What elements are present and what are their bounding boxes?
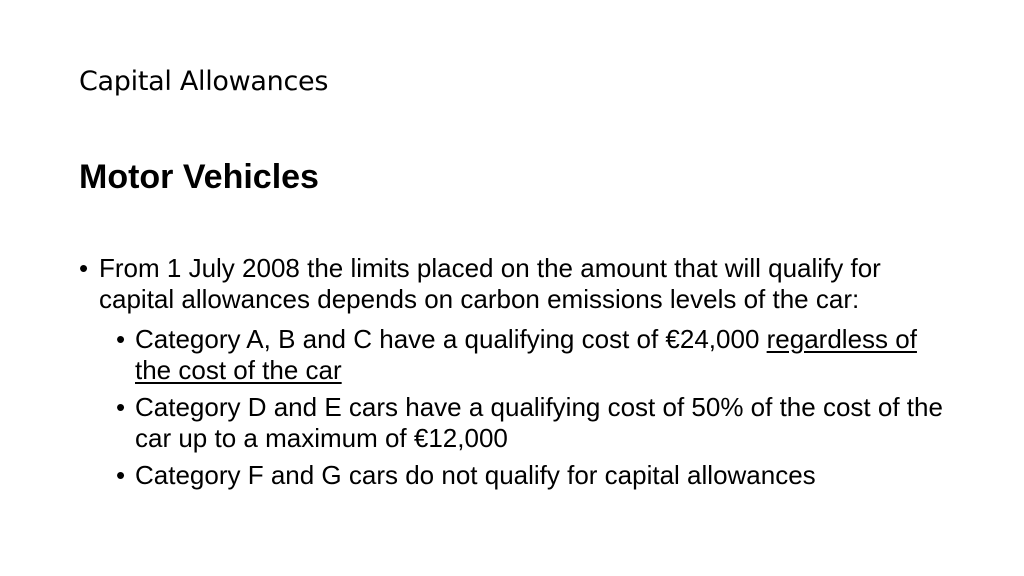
bullet-marker: • xyxy=(79,253,89,283)
sub-bullet-text: Category F and G cars do not qualify for capital allowances xyxy=(135,460,816,490)
slide-body xyxy=(79,253,959,497)
bullet-marker: • xyxy=(116,324,126,354)
slide-subtitle: Motor Vehicles xyxy=(79,158,319,196)
sub-bullet-text: Category D and E cars have a qualifying cost of 50% of the cost of the car up to a maximum of €12,000 xyxy=(135,392,943,453)
sub-bullet-item xyxy=(79,460,959,491)
sub-bullet-text: Category A, B and C have a qualifying cost of €24,000 xyxy=(135,324,767,354)
bullet-text: From 1 July 2008 the limits placed on the amount that will qualify for capital allowances depends on carbon emissions levels of the car: xyxy=(99,253,881,314)
sub-bullet-underlined-text: regardless of the cost of the car xyxy=(135,324,917,385)
bullet-marker: • xyxy=(116,460,126,490)
bullet-item xyxy=(79,253,959,315)
slide-title: Capital Allowances xyxy=(79,66,329,97)
sub-bullet-item xyxy=(79,392,959,454)
sub-bullet-item xyxy=(79,324,959,386)
bullet-marker: • xyxy=(116,392,126,422)
